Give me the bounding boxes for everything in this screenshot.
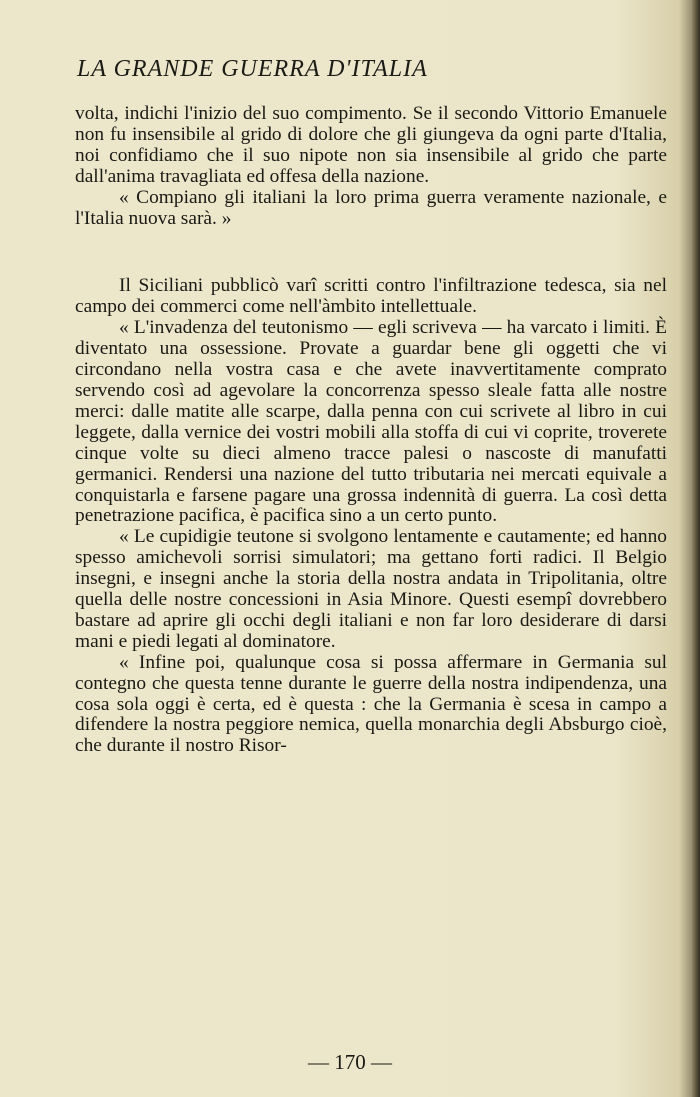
page-edge-shadow	[692, 0, 700, 1097]
section-gap	[75, 229, 667, 276]
paragraph: « Infine poi, qualunque cosa si possa affermare in Germania sul contegno che questa tenne durante le guerre della nostra indipendenza, una cosa sola oggi è certa, ed è questa : che la Germania è scesa in campo a difendere la nostra peggiore nemica, quella monarchia degli Absburgo cioè, che durante il nostro Risor-	[75, 651, 667, 757]
paragraph: volta, indichi l'inizio del suo compimento. Se il secondo Vittorio Emanuele non fu insensibile al grido di dolore che gli giungeva da ogni parte d'Italia, noi confidiamo che il suo nipote non sia insensibile al grido che parte dall'anima travagliata ed offesa della nazione.	[75, 103, 667, 187]
paragraph: « L'invadenza del teutonismo — egli scriveva — ha varcato i limiti. È diventato una ossessione. Provate a guardar bene gli oggetti che vi circondano nella vostra casa e che avete inavvertitamente comprato servendo così ad agevolare la concorrenza spesso sleale fatta alle nostre merci: dalle matite alle scarpe, dalla penna con cui scrivete al libro in cui leggete, dalla vernice dei vostri mobili alla stoffa di cui vi coprite, troverete cinque volte su dieci almeno tracce palesi o nascoste di manufatti germanici. Rendersi una nazione del tutto tributaria nei mercati equivale a conquistarla e farsene pagare una grossa indennità di guerra. La così detta penetrazione pacifica, è pacifica sino a un certo punto.	[75, 317, 667, 527]
paragraph: « Compiano gli italiani la loro prima guerra veramente nazionale, e l'Italia nuova sarà. »	[75, 186, 667, 229]
running-head: LA GRANDE GUERRA D'ITALIA	[77, 56, 428, 82]
page-number: — 170 —	[308, 1050, 392, 1074]
body-text	[75, 104, 667, 757]
paragraph: « Le cupidigie teutone si svolgono lentamente e cautamente; ed hanno spesso amichevoli sorrisi simulatori; ma gettano forti radici. Il Belgio insegni, e insegni anche la storia della nostra andata in Tripolitania, oltre quella delle nostre concessioni in Asia Minore. Questi esempî dovrebbero bastare ad aprire gli occhi degli italiani e non far loro desiderare di darsi mani e piedi legati al dominatore.	[75, 526, 667, 652]
paragraph: Il Siciliani pubblicò varî scritti contro l'infiltrazione tedesca, sia nel campo dei commerci come nell'àmbito intellettuale.	[75, 275, 667, 318]
